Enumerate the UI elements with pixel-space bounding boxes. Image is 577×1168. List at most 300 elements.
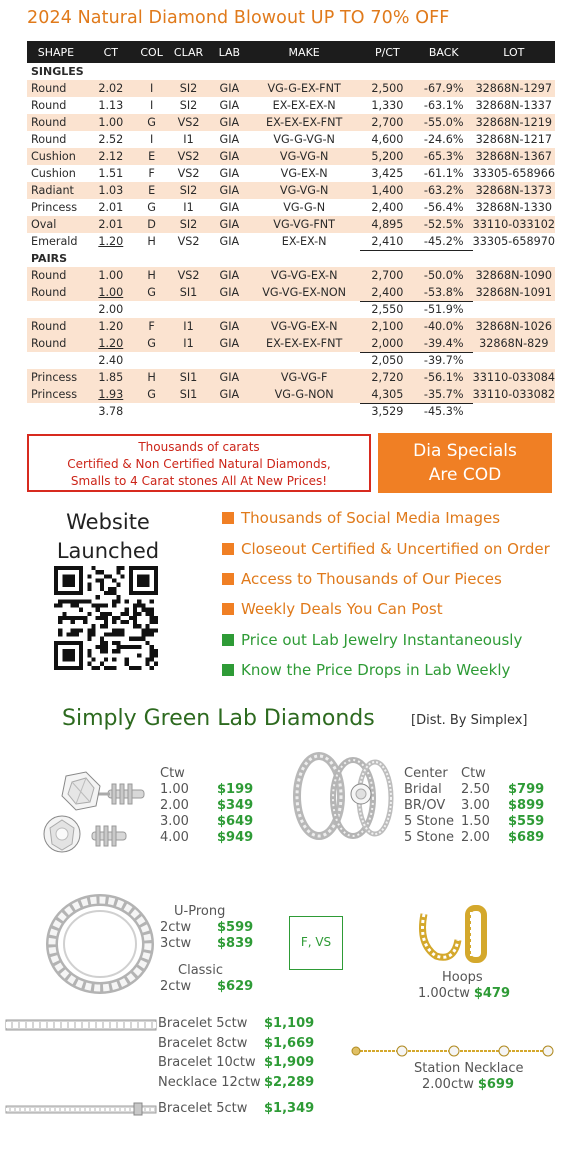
bridal-price-row <box>404 798 544 814</box>
cell-back: -50.0% <box>415 267 473 284</box>
bracelet-price: $1,909 <box>264 1055 315 1070</box>
cell-back: -67.9% <box>415 80 473 97</box>
cell-shape: Cushion <box>27 148 85 165</box>
cell-shape: Round <box>27 114 85 131</box>
natural-diamonds-notice <box>27 434 371 492</box>
headline: 2024 Natural Diamond Blowout UP TO 70% OFF <box>27 8 450 28</box>
cell-ct: 2.52 <box>98 133 124 146</box>
cell-col: I <box>149 99 154 112</box>
uprong-price-list <box>160 920 253 952</box>
table-header-row <box>27 41 555 63</box>
cell-lab: GIA <box>219 99 240 112</box>
feature-item <box>222 655 550 685</box>
cell-ct: 1.51 <box>98 167 124 180</box>
uprong-ctw: 3ctw <box>160 936 192 951</box>
cell-lot <box>473 301 555 318</box>
bracelet-name: Bracelet 10ctw <box>158 1055 256 1070</box>
cell-shape: Princess <box>31 201 78 214</box>
pair-total-row <box>27 352 555 369</box>
stud-earrings-image <box>38 768 156 860</box>
station-ctw: 2.00ctw <box>422 1077 474 1092</box>
bridal-price: $559 <box>508 814 545 829</box>
cell-make <box>248 352 360 369</box>
feature-item <box>222 564 550 594</box>
cell-pct: 2,400 <box>360 284 415 301</box>
thin-bracelet-image <box>6 1102 156 1116</box>
cell-col: F <box>148 167 155 180</box>
studs-ctw: 2.00 <box>160 798 189 813</box>
cell-pct: 2,410 <box>360 233 415 250</box>
cell-back: -61.1% <box>423 167 464 180</box>
bridal-price-row <box>404 782 544 798</box>
tennis-bracelet-image <box>6 1017 156 1033</box>
uprong-price: $839 <box>217 936 254 951</box>
hoops-price-list <box>418 986 510 1002</box>
studs-price-row <box>160 798 253 814</box>
cell-back: -39.7% <box>423 354 464 368</box>
cell-col: E <box>137 182 167 199</box>
cell-shape: Cushion <box>31 167 76 180</box>
cell-lab: GIA <box>210 114 248 131</box>
bridal-rings-image <box>289 746 401 842</box>
cell-shape: Emerald <box>31 235 78 248</box>
bridal-name: BR/OV <box>404 798 446 813</box>
cell-ct: 1.20 <box>85 335 137 352</box>
col-header-make: MAKE <box>248 41 360 63</box>
cell-lot: 33305-658970 <box>472 235 555 248</box>
cell-back: -65.3% <box>415 148 473 165</box>
bullet-square-icon <box>222 634 234 646</box>
table-row <box>27 233 555 250</box>
cell-pct: 1,400 <box>360 182 415 199</box>
cell-lot: 33110-033084 <box>472 371 555 384</box>
cell-ct: 1.85 <box>85 369 137 386</box>
cell-shape: Round <box>27 318 85 335</box>
bridal-ctw: 2.50 <box>461 782 490 797</box>
col-header-ct: CT <box>85 41 137 63</box>
cell-pct: 4,305 <box>360 386 415 403</box>
cell-make: VG-G-NON <box>248 386 360 403</box>
cell-clar: SI1 <box>167 284 211 301</box>
cell-pct: 3,425 <box>371 167 404 180</box>
cell-ct: 1.00 <box>85 284 137 301</box>
bracelet-price-row <box>158 1101 314 1117</box>
bullet-square-icon <box>222 664 234 676</box>
cell-back: -63.1% <box>423 99 464 112</box>
cell-col: G <box>137 335 167 352</box>
cell-pct: 2,100 <box>360 318 415 335</box>
col-header-pct: P/CT <box>360 41 415 63</box>
cell-make: VG-G-EX-FNT <box>248 80 360 97</box>
station-price: $699 <box>477 1077 515 1092</box>
cell-pct: 2,050 <box>371 354 404 368</box>
cell-make: EX-EX-EX-FNT <box>248 114 360 131</box>
cell-clar: VS2 <box>177 167 200 180</box>
cod-line: Are COD <box>428 465 502 485</box>
cell-lab: GIA <box>210 369 248 386</box>
bridal-ctw: 2.00 <box>461 830 490 845</box>
studs-price-list <box>160 782 253 846</box>
feature-item <box>222 533 550 563</box>
bridal-ctw: 1.50 <box>461 814 490 829</box>
cell-shape: Round <box>31 133 67 146</box>
bracelet-single-price-list <box>158 1101 314 1117</box>
cell-lab: GIA <box>219 235 240 248</box>
studs-ctw: 3.00 <box>160 814 189 829</box>
studs-price-row <box>160 830 253 846</box>
cell-lab <box>210 403 248 420</box>
notice-line: Smalls to 4 Carat stones All At New Prices! <box>70 474 328 488</box>
cell-lab: GIA <box>219 201 240 214</box>
bracelet-price-row <box>158 1036 314 1056</box>
cell-lot: 32868N-1367 <box>473 148 555 165</box>
cell-pct: 2,550 <box>371 303 404 317</box>
cell-lot: 32868N-829 <box>473 335 555 352</box>
cell-back: -63.2% <box>415 182 473 199</box>
bridal-center-header: Center <box>404 766 448 781</box>
cell-make: VG-G-N <box>283 201 326 214</box>
cell-shape <box>27 352 85 369</box>
notice-line: Certified & Non Certified Natural Diamonds, <box>67 457 331 471</box>
table-row <box>27 284 555 301</box>
section-label: SINGLES <box>31 65 84 78</box>
cell-lot: 33305-658966 <box>472 167 555 180</box>
cell-back: -35.7% <box>415 386 473 403</box>
bracelet-price: $1,669 <box>264 1035 315 1051</box>
website-line: Website <box>66 510 150 534</box>
cell-shape: Round <box>27 284 85 301</box>
cell-pct: 1,330 <box>371 99 404 112</box>
feature-text: Closeout Certified & Uncertified on Order <box>241 539 550 558</box>
cell-col: F <box>137 318 167 335</box>
cell-col: G <box>147 201 156 214</box>
hoop-earrings-image <box>414 904 502 966</box>
cell-shape: Round <box>27 267 85 284</box>
col-header-lab: LAB <box>210 41 248 63</box>
cell-shape: Round <box>27 335 85 352</box>
cell-ct: 1.03 <box>85 182 137 199</box>
bridal-price: $689 <box>508 830 545 845</box>
cell-pct: 4,600 <box>371 133 404 146</box>
col-header-lot: LOT <box>473 41 555 63</box>
cell-lab: GIA <box>219 167 240 180</box>
cell-back: -55.0% <box>415 114 473 131</box>
cell-make: EX-EX-EX-N <box>272 99 336 112</box>
feature-text: Access to Thousands of Our Pieces <box>241 569 502 588</box>
cell-shape: Princess <box>27 369 85 386</box>
cell-make: VG-VG-N <box>248 182 360 199</box>
studs-price-row <box>160 814 253 830</box>
quality-badge: F, VS <box>289 916 343 970</box>
bridal-name: 5 Stone <box>404 814 454 829</box>
cell-clar: VS2 <box>167 148 211 165</box>
col-header-col: COL <box>137 41 167 63</box>
bridal-ctw: 3.00 <box>461 798 490 813</box>
studs-price-row <box>160 782 253 798</box>
cell-clar: SI1 <box>167 386 211 403</box>
cell-back: -45.3% <box>423 405 464 419</box>
cell-make: VG-EX-N <box>280 167 328 180</box>
website-launched-title <box>48 508 168 566</box>
bracelet-name: Necklace 12ctw <box>158 1074 261 1090</box>
col-header-shape: SHAPE <box>27 41 85 63</box>
cell-lab: GIA <box>210 80 248 97</box>
cell-lab: GIA <box>210 267 248 284</box>
cell-ct: 2.01 <box>98 201 124 214</box>
bracelet-price-list <box>158 1016 314 1094</box>
cell-clar: SI2 <box>167 80 211 97</box>
cell-lot <box>473 352 555 369</box>
classic-price: $629 <box>217 979 254 994</box>
cell-col: G <box>137 386 167 403</box>
cell-lot: 33110-033102 <box>472 218 555 231</box>
uprong-label: U-Prong <box>174 904 226 919</box>
feature-text: Know the Price Drops in Lab Weekly <box>241 661 511 680</box>
studs-price: $649 <box>217 814 254 829</box>
cell-col: I <box>137 80 167 97</box>
cell-lot: 32868N-1026 <box>473 318 555 335</box>
cell-back: -51.9% <box>423 303 464 317</box>
cell-lot: 32868N-1297 <box>473 80 555 97</box>
cell-lab: GIA <box>219 133 240 146</box>
classic-price-row <box>160 979 253 995</box>
studs-ctw-header: Ctw <box>160 766 185 781</box>
bridal-price-row <box>404 814 544 830</box>
cod-line: Dia Specials <box>413 441 517 461</box>
cell-lot: 33110-033082 <box>472 388 555 401</box>
feature-text: Price out Lab Jewelry Instantaneously <box>241 630 523 649</box>
cell-col <box>137 352 167 369</box>
cell-shape <box>27 301 85 318</box>
bullet-square-icon <box>222 603 234 615</box>
cell-back: -24.6% <box>423 133 464 146</box>
table-row <box>27 114 555 131</box>
cell-make: VG-VG-F <box>248 369 360 386</box>
cell-pct: 2,700 <box>360 267 415 284</box>
cell-make: VG-G-VG-N <box>273 133 335 146</box>
cell-lot: 32868N-1373 <box>473 182 555 199</box>
cell-make <box>248 301 360 318</box>
bullet-square-icon <box>222 512 234 524</box>
uprong-price-row <box>160 920 253 936</box>
eternity-ring-image <box>44 893 156 995</box>
cell-clar: I1 <box>183 201 194 214</box>
hoops-ctw: 1.00ctw <box>418 986 470 1001</box>
cell-pct: 5,200 <box>360 148 415 165</box>
bridal-name: 5 Stone <box>404 830 454 845</box>
cell-shape: Round <box>27 80 85 97</box>
cell-col: E <box>137 148 167 165</box>
feature-item <box>222 594 550 624</box>
cell-clar: VS2 <box>167 114 211 131</box>
feature-item <box>222 625 550 655</box>
table-row <box>27 97 555 114</box>
cell-lab: GIA <box>210 386 248 403</box>
table-row <box>27 369 555 386</box>
cell-make <box>248 403 360 420</box>
cell-pct: 3,529 <box>371 405 404 419</box>
hoops-price-row <box>418 986 510 1002</box>
cell-pct: 2,400 <box>371 201 404 214</box>
cell-lot: 32868N-1090 <box>473 267 555 284</box>
cell-clar: SI2 <box>167 182 211 199</box>
bracelet-name: Bracelet 8ctw <box>158 1035 248 1051</box>
cell-lot: 32868N-1219 <box>473 114 555 131</box>
cell-ct: 1.13 <box>98 99 124 112</box>
cell-lab: GIA <box>210 148 248 165</box>
cell-col: D <box>137 216 167 233</box>
cell-pct: 4,895 <box>360 216 415 233</box>
cell-lot <box>473 403 555 420</box>
bracelet-price: $1,349 <box>264 1101 315 1116</box>
section-label-row <box>27 250 555 267</box>
bridal-price: $799 <box>508 782 545 797</box>
cell-lab: GIA <box>210 216 248 233</box>
cell-clar: I1 <box>167 335 211 352</box>
hoops-label: Hoops <box>442 970 483 985</box>
dia-specials-cod-banner <box>378 433 552 493</box>
lab-distributor-note: [Dist. By Simplex] <box>411 713 528 728</box>
lab-section-title: Simply Green Lab Diamonds <box>62 706 375 731</box>
cell-col: I <box>149 133 154 146</box>
station-price-row <box>422 1077 514 1093</box>
cell-clar: I1 <box>167 318 211 335</box>
cell-ct: 2.40 <box>98 354 124 367</box>
website-line: Launched <box>56 539 160 563</box>
cell-ct: 2.00 <box>98 303 124 316</box>
cell-ct: 2.01 <box>85 216 137 233</box>
table-row <box>27 216 555 233</box>
cell-lab <box>210 352 248 369</box>
studs-price: $349 <box>217 798 254 813</box>
table-row <box>27 131 555 148</box>
uprong-price: $599 <box>217 920 254 935</box>
cell-back: -56.1% <box>415 369 473 386</box>
section-label: PAIRS <box>31 252 68 266</box>
bracelet-price: $1,109 <box>264 1016 315 1031</box>
station-necklace-image <box>352 1040 556 1062</box>
cell-back: -53.8% <box>415 284 473 301</box>
table-row <box>27 165 555 182</box>
table-row <box>27 182 555 199</box>
cell-col <box>137 301 167 318</box>
cell-make: VG-VG-EX-NON <box>248 284 360 301</box>
qr-code[interactable] <box>54 566 158 670</box>
cell-shape: Princess <box>27 386 85 403</box>
cell-clar: SI2 <box>179 99 198 112</box>
cell-col: H <box>147 235 156 248</box>
bracelet-price-row <box>158 1016 314 1036</box>
cell-make: EX-EX-EX-FNT <box>248 335 360 352</box>
cell-pct: 2,000 <box>360 335 415 352</box>
cell-ct: 1.93 <box>85 386 137 403</box>
bracelet-price: $2,289 <box>264 1074 315 1090</box>
cell-shape: Oval <box>27 216 85 233</box>
cell-clar: VS2 <box>167 267 211 284</box>
feature-text: Weekly Deals You Can Post <box>241 600 443 619</box>
cell-shape <box>27 403 85 420</box>
cell-back: -56.4% <box>423 201 464 214</box>
uprong-price-row <box>160 936 253 952</box>
col-header-clar: CLAR <box>167 41 211 63</box>
bridal-ctw-header: Ctw <box>461 766 486 781</box>
feature-text: Thousands of Social Media Images <box>241 509 501 528</box>
cell-col <box>137 403 167 420</box>
cell-lab: GIA <box>210 284 248 301</box>
cell-ct: 1.20 <box>85 318 137 335</box>
studs-ctw: 4.00 <box>160 830 189 845</box>
cell-make: VG-VG-EX-N <box>248 267 360 284</box>
cell-ct: 3.78 <box>98 405 124 418</box>
cell-ct: 1.20 <box>98 235 124 248</box>
hoops-price: $479 <box>473 986 511 1001</box>
inventory-table <box>27 41 555 420</box>
studs-ctw: 1.00 <box>160 782 189 797</box>
cell-pct: 2,500 <box>360 80 415 97</box>
cell-lab: GIA <box>210 318 248 335</box>
cell-back: -40.0% <box>415 318 473 335</box>
cell-col: H <box>137 267 167 284</box>
studs-price: $949 <box>217 830 254 845</box>
cell-make: EX-EX-N <box>281 235 327 248</box>
studs-price: $199 <box>217 782 254 797</box>
cell-clar <box>167 403 211 420</box>
cell-clar: VS2 <box>177 235 200 248</box>
cell-pct: 2,720 <box>360 369 415 386</box>
cell-clar <box>167 301 211 318</box>
cell-lab <box>210 301 248 318</box>
bracelet-name: Bracelet 5ctw <box>158 1101 248 1116</box>
cell-lot: 32868N-1337 <box>475 99 553 112</box>
cell-pct: 2,700 <box>360 114 415 131</box>
cell-back: -45.2% <box>415 233 473 250</box>
cell-clar: SI1 <box>167 369 211 386</box>
table-row <box>27 386 555 403</box>
station-price-list <box>422 1077 514 1093</box>
table-row <box>27 80 555 97</box>
cell-lab: GIA <box>210 335 248 352</box>
notice-line: Thousands of carats <box>138 440 260 454</box>
bridal-name: Bridal <box>404 782 442 797</box>
cell-clar <box>167 352 211 369</box>
station-necklace-label: Station Necklace <box>414 1061 524 1076</box>
bridal-price-list <box>404 782 544 846</box>
cell-shape: Radiant <box>27 182 85 199</box>
pair-total-row <box>27 301 555 318</box>
feature-list <box>222 503 550 685</box>
classic-label: Classic <box>178 963 223 978</box>
cell-clar: I1 <box>183 133 194 146</box>
bracelet-name: Bracelet 5ctw <box>158 1016 248 1031</box>
classic-ctw: 2ctw <box>160 979 192 994</box>
cell-ct: 1.00 <box>85 267 137 284</box>
table-row <box>27 199 555 216</box>
section-label-row <box>27 63 555 80</box>
table-row <box>27 318 555 335</box>
cell-col: H <box>137 369 167 386</box>
feature-item <box>222 503 550 533</box>
cell-ct: 2.12 <box>85 148 137 165</box>
cell-col: G <box>137 284 167 301</box>
cell-col: G <box>137 114 167 131</box>
cell-ct: 1.00 <box>85 114 137 131</box>
cell-lot: 32868N-1217 <box>475 133 553 146</box>
table-row <box>27 335 555 352</box>
bridal-price: $899 <box>508 798 545 813</box>
cell-make: VG-VG-N <box>248 148 360 165</box>
bracelet-price-row <box>158 1055 314 1075</box>
col-header-back: BACK <box>415 41 473 63</box>
